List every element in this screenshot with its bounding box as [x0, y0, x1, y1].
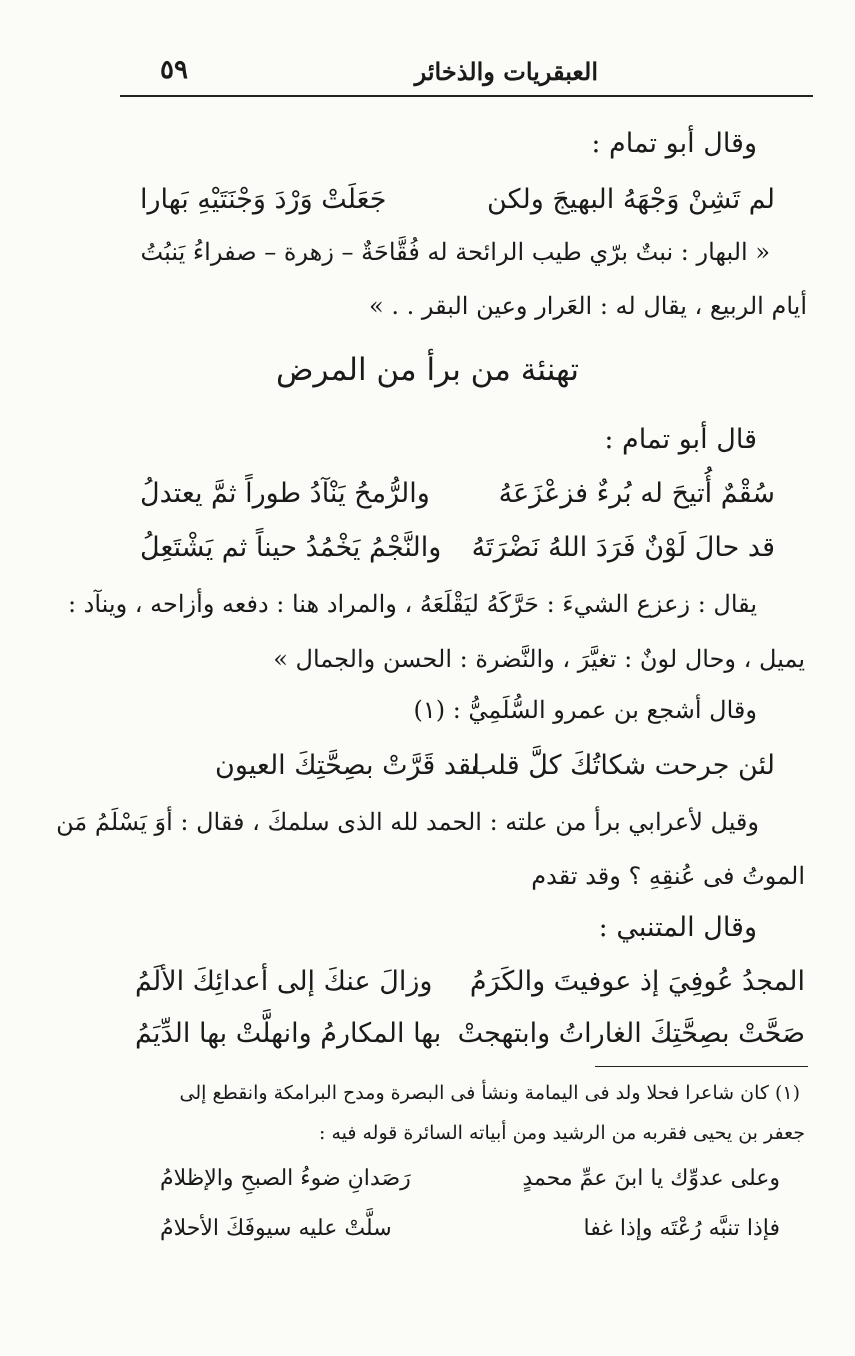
verse-hemistich: وزالَ عنكَ إلى أعدائِكَ الألَمُ: [135, 966, 433, 997]
verse-hemistich: وعلى عدوِّك يا ابنَ عمِّ محمدٍ: [522, 1166, 780, 1191]
verse-line: [135, 1018, 805, 1058]
footnote-verse-line: [160, 1166, 780, 1200]
verse-hemistich: المجدُ عُوفِيَ إذ عوفيتَ والكَرَمُ: [469, 966, 805, 997]
verse-hemistich: بها المكارمُ وانهلَّتْ بها الدِّيَمُ: [135, 1018, 442, 1049]
verse-hemistich: قد حالَ لَوْنٌ فَرَدَ اللهُ نَضْرَتَهُ: [471, 532, 775, 563]
verse-line: [140, 532, 775, 572]
verse-hemistich: جَعَلَتْ وَرْدَ وَجْنَتَيْهِ بَهارا: [140, 184, 387, 215]
verse-line: [140, 478, 775, 518]
running-title: العبقريات والذخائر: [414, 57, 598, 86]
gloss-line: يميل ، وحال لونٌ : تغيَّرَ ، والنَّضرة : الحسن والجمال »: [273, 645, 805, 673]
gloss-line: « البهار : نبتٌ برّي طيب الرائحة له فُقَّاحَةٌ – زهرة – صفراءُ يَنبُتُ: [140, 238, 770, 266]
footnote-text: (١) كان شاعرا فحلا ولد فى اليمامة ونشأ فى البصرة ومدح البرامكة وانقطع إلى: [179, 1082, 800, 1104]
verse-hemistich: لم تَشِنْ وَجْهَهُ البهيجَ ولكن: [487, 184, 775, 215]
verse-hemistich: صَحَّتْ بصِحَّتِكَ الغاراتُ وابتهجتْ: [457, 1018, 805, 1049]
verse-hemistich: والرُّمحُ يَنْآدُ طوراً ثمَّ يعتدلُ: [140, 478, 430, 509]
intro-line: وقال أبو تمام :: [591, 128, 757, 159]
verse-hemistich: لئن جرحت شكاتُكَ كلَّ قلب: [471, 750, 775, 781]
footnote-verse-line: [160, 1216, 780, 1250]
intro-line: وقال أشجع بن عمرو السُّلَمِيُّ : (١): [413, 696, 757, 724]
intro-line: وقال المتنبي :: [598, 912, 757, 943]
gloss-line: أيام الربيع ، يقال له : العَرار وعين البقر . . »: [369, 292, 807, 320]
section-heading: تهنئة من برأ من المرض: [276, 352, 579, 388]
page-number: ٥٩: [160, 55, 188, 85]
verse-line: [135, 966, 805, 1006]
verse-line: [215, 750, 775, 790]
verse-hemistich: فإذا تنبَّه رُعْتَه وإذا غفا: [583, 1216, 780, 1241]
verse-hemistich: لقد قَرَّتْ بصِحَّتِكَ العيون: [215, 750, 480, 781]
running-header: [120, 55, 813, 97]
gloss-line: يقال : زعزع الشيءَ : حَرَّكَهُ ليَقْلَعَهُ ، والمراد هنا : دفعه وأزاحه ، وينآد :: [67, 590, 757, 618]
verse-hemistich: سُقْمٌ أُتيحَ له بُرءٌ فزعْزَعَهُ: [498, 478, 775, 509]
intro-line: قال أبو تمام :: [604, 424, 757, 455]
verse-hemistich: والنَّجْمُ يَخْمُدُ حيناً ثم يَشْتَعِلُ: [140, 532, 442, 563]
prose-line: الموتُ فى عُنقِهِ ؟ وقد تقدم: [531, 862, 805, 890]
verse-hemistich: سلَّتْ عليه سيوفَكَ الأحلامُ: [160, 1216, 392, 1241]
prose-line: وقيل لأعرابي برأ من علته : الحمد لله الذى سلمكَ ، فقال : أوَ يَسْلَمُ مَن: [56, 808, 759, 836]
verse-line: [140, 184, 775, 224]
footnote-text: جعفر بن يحيى فقربه من الرشيد ومن أبياته السائرة قوله فيه :: [319, 1122, 805, 1144]
verse-hemistich: رَصَدانِ ضوءُ الصبحِ والإظلامُ: [160, 1166, 411, 1191]
footnote-rule: [595, 1066, 808, 1067]
